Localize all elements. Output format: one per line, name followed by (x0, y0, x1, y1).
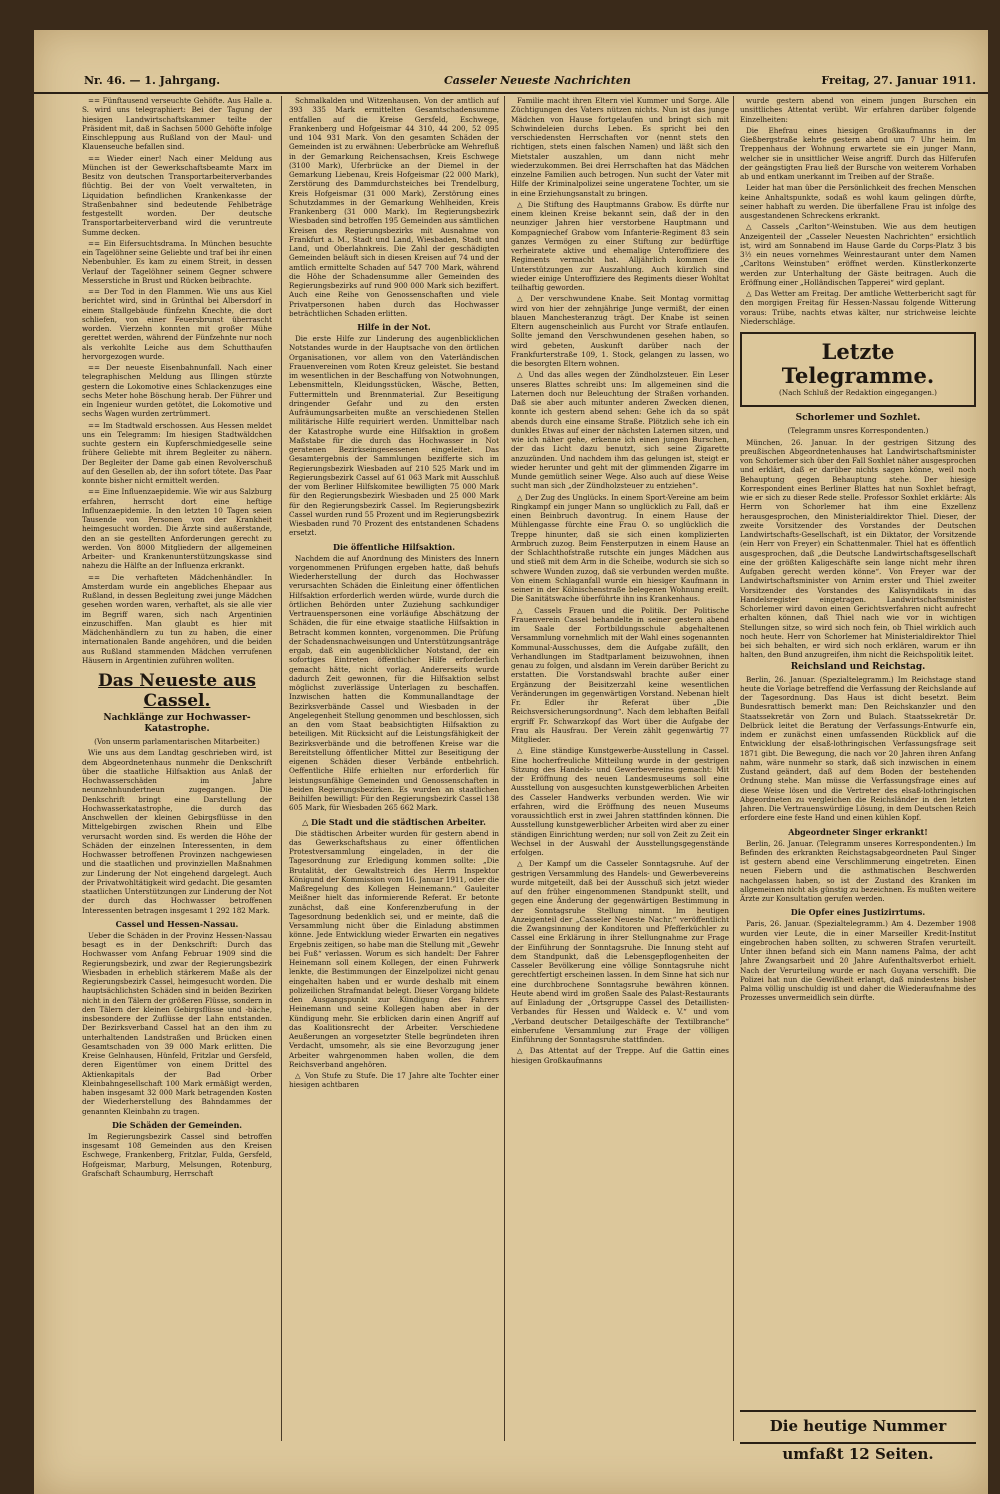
newspaper-page (34, 30, 988, 1494)
article: Berlin, 26. Januar. (Telegramm unseres Korrespondenten.) Im Befinden des erkrankten Reichstagsabgeordneten Paul Singer ist gestern abend eine Verschlimmerung eingetreten. Einen neuen Fiebern und die asthmatischen Beschwerden nachgelassen haben, so ist der Zustand des Kranken im allgemeinen nicht als günstig zu bezeichnen. Es mußten weitere Ärzte zur Konsultation gerufen werden. (740, 838, 976, 903)
article-heading: Hilfe in der Not. (357, 322, 431, 332)
column-rule (504, 96, 505, 1441)
article: Nachdem die auf Anordnung des Ministers des Innern vorgenommenen Prüfungen ergeben hatte, daß behufs Wiederherstellung der durch das Hochwasser verursachten Schäden die Einleitung einer öffentlichen Hilfsaktion erforderlich werden würde, wurde durch die örtlichen Behörden unter Zuziehung sachkundiger Vertrauenspersonen eine vorläufige Abschätzung der Schäden, die für eine etwaige staatliche Hilfsaktion in Betracht kommen konnten, vorgenommen. Die Prüfung der Schadensnachweisungen und Unterstützungsanträge ergab, daß ein augenblicklicher Notstand, der ein sofortiges Eintreten öffentlicher Hilfe erforderlich gemacht hätte, nicht vorlag. Andererseits wurde dadurch Zeit gewonnen, für die Hilfsaktion selbst möglichst zuverlässige Unterlagen zu beschaffen. Inzwischen hatten die Kommunallandtage der Bezirksverbände Cassel und Wiesbaden in der Angelegenheit Stellung genommen und beschlossen, sich an den vom Staat beabsichtigten Hilfsaktion zu beteiligen. Mit Rücksicht auf die Leistungsfähigkeit der Bezirksverbände und die betroffenen Kreise war die Bereitstellung öffentlicher Mittel zur Beseitigung der eigenen Schäden dieser Verbände entbehrlich. Oeffentliche Hilfe erhielten nur erforderlich für leistungsunfähige Gemeinden und Genossenschaften in beiden Regierungsbezirken. Es wurden an staatlichen Beihilfen bewilligt: Für den Regierungsbezirk Cassel 138 605 Mark, für Wiesbaden 265 662 Mark. (289, 553, 499, 813)
byline: (Telegramm unsres Korrespondenten.) (787, 426, 929, 436)
page-count-notice: Die heutige Nummer umfaßt 12 Seiten. (740, 1410, 976, 1444)
article: △ Cassels Frauen und die Politik. Der Politische Frauenverein Cassel behandelte in seiner gestern abend im Saale der Fortbildungsschule abgehaltenen Versammlung vornehmlich mit der Wahl eines sogenannten Kommunal-Ausschusses, dem die Aufgabe zufällt, den Verhandlungen im Stadtparlament beizuwohnen, ihnen genau zu folgen, und alsdann im Verein darüber Bericht zu erstatten. Die Vorstandswahl brachte außer einer Ergänzung der Beisitzerzahl keine wesentlichen Veränderungen im gegenwärtigen Vorstand. Nebenan hielt Fr. Edler ihr Referat über „Die Reichsversicherungsordnung“. Nach dem lebhaften Beifall ergriff Fr. Schwarzkopf das Wort über die Aufgabe der Frau als Hausfrau. Der Verein zählt gegenwärtig 77 Mitglieder. (511, 605, 729, 744)
article-heading: Reichsland und Reichstag. (790, 661, 926, 672)
article: Die erste Hilfe zur Linderung des augenblicklichen Notstandes wurde in der Hauptsache von den örtlichen Organisationen, vor allem von den Vaterländischen Frauenvereinen vom Roten Kreuz geleistet. Sie bestand im wesentlichen in der Beschaffung von Notwohnungen, Lebensmitteln, Kleidungsstücken, Wäsche, Betten, Futtermitteln und Brennmaterial. Zur Beseitigung dringender Gefahr und zu den ersten Aufräumungsarbeiten mußte an verschiedenen Stellen militärische Hilfe requiriert werden. Unmittelbar nach der Katastrophe wurde eine Hilfsaktion in großem Maßstabe für die durch das Hochwasser in Not geratenen Bezirkseingesessenen eingeleitet. Das Gesamtergebnis der Sammlungen bezifferte sich im Regierungsbezirk Wiesbaden auf 210 525 Mark und im Regierungsbezirk Cassel auf 61 063 Mark mit Ausschluß der vom Berliner Hilfskomitee bewilligten 75 000 Mark für den Regierungsbezirk Wiesbaden und 25 000 Mark für den Regierungsbezirk Cassel. Im Regierungsbezirk Cassel wurden rund 55 Prozent und im Regierungsbezirk Wiesbaden rund 70 Prozent des entstandenen Schadens ersetzt. (289, 334, 499, 538)
issue-date: Freitag, 27. Januar 1911. (821, 74, 976, 87)
article: Leider hat man über die Persönlichkeit des frechen Menschen keine Anhaltspunkte, sodaß es wohl kaum gelingen dürfte, seiner habhaft zu werden. Die überfallene Frau ist infolge des ausgestandenen Schreckens erkrankt. (740, 183, 976, 220)
article-heading: Cassel und Hessen-Nassau. (115, 918, 239, 929)
article: München, 26. Januar. In der gestrigen Sitzung des preußischen Abgeordnetenhauses hat Landwirtschaftsminister von Schorlemer sich über den Fall Soxhlet näher ausgesprochen und erklärt, daß er darüber nichts sagen könne, weil noch Behauptung gegen Behauptung stehe. Der hiesige Korrespondent eines Berliner Blattes hat nun Soxhlet befragt, wie er sich zu dieser Rede stelle. Professor Soxhlet erklärte: Als Herrn von Schorlemer hat ihm eine Exzellenz herausgesprochen, den Ministerialdirektor Thiel. Dieser, der zweite Vorsitzender des Vorstandes der Deutschen Landwirtschafts-Gesellschaft, ist ein Diktator, der Vorsitzende (ein Herr von Freyer) ein Schattenmaler. Thiel hat es öffentlich ausgesprochen, daß „die Deutsche Landwirtschaftsgesellschaft eine der größten Kaligeschäfte sein lange nicht mehr ihren Aufgaben gerecht werden könne“. Von Freyer war der Landwirtschaftsminister von Arnim erster und Thiel zweiter Vorsitzender des Vorstandes des Kalisyndikats in das Handelsregister eingetragen. Landwirtschaftsminister Schorlemer wird davon einen Gerichtsverfahren nicht aufrecht erhalten können, daß Thiel nach wie vor in wichtigen Stellungen sitze, so wird sich noch fein, ob Thiel wirklich auch noch heute. Herr von Schorlemer hat Ministerialdirektor Thiel bei sich behalten, er wird sich noch erklären, warum er ihn halten, den Bund anzugreifen, ihm nicht die Reichspolitik leitet. (740, 437, 976, 660)
article-heading: Die Opfer eines Justizirrtums. (790, 907, 926, 918)
article: Berlin, 26. Januar. (Spezialtelegramm.) Im Reichstage stand heute die Vorlage betreffend die Verfassung der Reichslande auf der Tagesordnung. Das Haus ist dicht besetzt. Beim Bundesrattisch bemerkt man: Den Reichskanzler und den Staatssekretär von Zorn und Bulach. Staatssekretär Dr. Delbrück leitet die Beratung der Verfassungs-Entwurfe ein, indem er zunächst einen umfassenden Rückblick auf die Entwicklung der elsaß-lothringischen Verfassungsfrage seit 1871 gibt. Die Bewegung, die nach vor 20 Jahren ihren Anfang nahm, wäre nunmehr so stark, daß sich inzwischen in einem Zustand geändert, daß auf dem Boden der bestehenden Ordnung stehe. Man müsse die Verfassungsfrage eines auf diese Weise lösen und die Vertreter des elsaß-lothringischen Abgeordneten zu vergleichen die Reichsländer in den letzten Jahren. Die Vertrauenswürdige Lösung, in dem Deutschen Reich erfordere eine feste Hand und einen kühlen Kopf. (740, 674, 976, 823)
article: == Der Tod in den Flammen. Wie uns aus Kiel berichtet wird, sind in Grünthal bei Albersdorf in einem Stallgebäude fünfzehn Knechte, die dort schliefen, von einer Feuersbrunst überrascht worden. Vierzehn konnten mit großer Mühe gerettet werden, während der Fünfzehnte nur noch als verkohlte Leiche aus dem Schutthaufen hervorgezogen wurde. (82, 287, 272, 361)
column-4 (740, 96, 976, 1456)
issue-number: Nr. 46. — 1. Jahrgang. (84, 74, 221, 87)
article: == Eine Influenzaepidemie. Wie wir aus Salzburg erfahren, herrscht dort eine heftige Influenzaepidemie. In den letzten 10 Tagen seien Tausende von Personen von der Krankheit heimgesucht worden. Die Ärzte sind außerstande, den an sie gestellten Anforderungen gerecht zu werden. Von 8000 Mitgliedern der allgemeinen Arbeiter- und Krankenunterstützungskasse sind nahezu die Hälfte an der Influenza erkrankt. (82, 487, 272, 571)
newspaper-title: Casseler Neueste Nachrichten (444, 74, 631, 87)
article: △ Die Stiftung des Hauptmanns Grabow. Es dürfte nur einem kleinen Kreise bekannt sein, daß der in den neunziger Jahren hier verstorbene Hauptmann und Kompagniechef Grabow vom Infanterie-Regiment 83 sein ganzes Vermögen zu einer Stiftung zur bedürftige verheiratete aktive und ehemalige Unteroffiziere des Regiments vermacht hat. Alljährlich kommen die Unterstützungen zur Auszahlung. Auch kürzlich sind wieder einige Unteroffiziere des Regiments dieser Wohltat teilhaftig geworden. (511, 199, 729, 292)
article: Paris, 26. Januar. (Spezialtelegramm.) Am 4. Dezember 1908 wurden vier Leute, die in einer Marseiller Kredit-Institut eingebrochen haben sollten, zu schweren Strafen verurteilt. Unter ihnen befand sich ein Mann namens Palma, der acht Jahre Zwangsarbeit und 20 Jahre Aufenthaltsverbot erhielt. Nach der Verurteilung wurde er nach Guyana verschifft. Die Polizei hat nun die Gewißheit erlangt, daß mindestens bisher Palma völlig unschuldig ist und daher die Wiederaufnahme des Prozesses unvermeidlich sein dürfte. (740, 919, 976, 1003)
article: △ Cassels „Carlton“-Weinstuben. Wie aus dem heutigen Anzeigenteil der „Casseler Neuesten Nachrichten“ ersichtlich ist, wird am Sonnabend im Hause Garde du Corps-Platz 3 bis 3½ ein neues vornehmes Weinrestaurant unter dem Namen „Carltons Weinstuben“ eröffnet werden. Künstlerkonzerte werden zur Unterhaltung der Gäste beitragen. Auch die Eröffnung einer „Holländischen Tapperei“ wird geplant. (740, 222, 976, 287)
article: △ Der verschwundene Knabe. Seit Montag vormittag wird von hier der zehnjährige Junge vermißt, der einen blauen Manchesteranzug trägt. Der Knabe ist seinen Eltern augenscheinlich aus Furcht vor Strafe entlaufen. Sollte jemand den Verschwundenen gesehen haben, so wird gebeten, Auskunft darüber nach der Frankfurterstraße 109, 1. Stock, gelangen zu lassen, wo die besorgten Eltern wohnen. (511, 294, 729, 368)
article: △ Das Wetter am Freitag. Der amtliche Wetterbericht sagt für den morgigen Freitag für Hessen-Nassau folgende Witterung voraus: Trübe, nachts etwas kälter, nur strichweise leichte Niederschläge. (740, 289, 976, 326)
telegram-subheading: (Nach Schluß der Redaktion eingegangen.) (779, 388, 937, 397)
column-1 (82, 96, 272, 1456)
article: Ueber die Schäden in der Provinz Hessen-Nassau besagt es in der Denkschrift: Durch das Hochwasser vom Anfang Februar 1909 sind die Regierungsbezirk, und zwar der Regierungsbezirk Wiesbaden in erheblich stärkerem Maße als der Regierungsbezirk Cassel, heimgesucht worden. Die hauptsächlichsten Schäden sind in beiden Bezirken nicht in den Tälern der größeren Flüsse, sondern in den Tälern der kleinen Gebirgsflüsse und -bäche, insbesondere der Zuflüsse der Lahn entstanden. Der Bezirksverband Cassel hat an den ihm zu unterhaltenden Landstraßen und Brücken einen Gesamtschaden von 39 000 Mark erlitten. Die Kreise Gelnhausen, Hünfeld, Fritzlar und Gersfeld, deren Eigentümer von einem Drittel des Aktienkapitals der Bad Orber Kleinbahngesellschaft 100 Mark ermäßigt werden, haben insgesamt 32 000 Mark betragenden Kosten der Wiederherstellung des Bahndammes der genannten Kleinbahn zu tragen. (82, 930, 272, 1116)
article: Die städtischen Arbeiter wurden für gestern abend in das Gewerkschaftshaus zu einer öffentlichen Protestversammlung eingeladen, in der die Tagesordnung zur Erledigung kommen sollte: „Die Brutalität, der Gewaltstreich des Herrn Inspektor Königund der Kommission vom 16. Januar 1911, oder die Maßregelung des Kollegen Heinemann.“ Gauleiter Meißner hielt das informierende Referat. Er betonte zunächst, daß eine Konferenzberufung in der Tagesordnung bedenklich sei, und er meinte, daß die Versammlung nicht über die Einladung abstimmen könne. Jede Entwicklung wieder Erwarten ein negatives Ergebnis zeitigen, so habe man die Stellung mit „Gewehr bei Fuß“ verlassen. Worum es sich handelt: Der Fahrer Heinemann soll einem Kollegen, der einen Fuhrwerk lenkte, die Bestimmungen der Einzelpolizei nicht genau eingehalten haben und er wurde deshalb mit einem polizeilichen Strafmandat belegt. Dieser Vorgang bildete den Ausgangspunkt zur Kündigung des Fahrers Heinemann und seine Kollegen haben aber in der Kündigung mehr. Sie erblicken darin einen Angriff auf das Koalitionsrecht der Arbeiter. Verschiedene Aeußerungen an vorgesetzter Stelle begründeten ihren Verdacht, umsomehr, als sie eine Bevorzugung jener Arbeiter wahrgenommen haben wollen, die dem Reichsverband angehören. (289, 828, 499, 1069)
article: == Ein Eifersuchtsdrama. In München besuchte ein Tagelöhner seine Geliebte und traf bei ihr einen Nebenbuhler. Es kam zu einem Streit, in dessen Verlauf der Tagelöhner seinem Gegner schwere Messerstiche in Brust und Rücken beibrachte. (82, 238, 272, 285)
article: Wie uns aus dem Landtag geschrieben wird, ist dem Abgeordnetenhaus nunmehr die Denkschrift über die staatliche Hilfsaktion aus Anlaß der Hochwasserschäden im Jahre neunzehnhundertneun zugegangen. Die Denkschrift bringt eine Darstellung der Hochwasserkatastrophe, die durch das Anschwellen der kleinen Gebirgsflüsse in den Mittelgebirgen zwischen Rhein und Elbe verursacht worden sind. Es werden die Höhe der Schäden der einzelnen Interessenten, in dem Hochwasser betroffenen Provinzen nachgewiesen und die staatlichen und provinziellen Maßnahmen zur Linderung der Not eingehend dargelegt. Auch der Privatwohltätigkeit wird gedacht. Die gesamten staatlichen Unterstützungen zur Linderung der Not der durch das Hochwasser betroffenen Interessenten betragen insgesamt 1 292 182 Mark. (82, 748, 272, 915)
article: == Wieder einer! Nach einer Meldung aus München ist der Gewerkschaftsbeamte Marx im Besitz von deutschen Transportarbeiterverbandes flüchtig. Bei der von Voelt verwalteten, in Liquidation befindlichen Krankenkasse der Straßenbahner sind bedeutende Fehlbeträge festgestellt worden. Der deutsche Transportarbeiterverband wird die veruntreute Summe decken. (82, 153, 272, 237)
article-heading: Die öffentliche Hilfsaktion. (333, 541, 455, 552)
article-heading: Schorlemer und Sozhlet. (795, 413, 921, 424)
article: == Fünftausend verseuchte Gehöfte. Aus Halle a. S. wird uns telegraphiert: Bei der Tagung der hiesigen Landwirtschaftskammer teilte der Präsident mit, daß in Sachsen 5000 Gehöfte infolge Einschleppung aus Rußland von der Maul- und Klauenseuche befallen sind. (82, 96, 272, 152)
article: == Im Stadtwald erschossen. Aus Hessen meldet uns ein Telegramm: Im hiesigen Stadtwäldchen suchte gestern ein Kupferschmiedgeselle seine frühere Geliebte mit ihrem Begleiter zu nähern. Der Begleiter der Dame gab einen Revolverschuß auf den Gesellen ab, der ihn sofort tötete. Das Paar konnte bisher nicht ermittelt werden. (82, 420, 272, 485)
article: == Die verhafteten Mädchenhändler. In Amsterdam wurde ein angebliches Ehepaar aus Rußland, in dessen Begleitung zwei junge Mädchen gesehen worden waren, verhaftet, als sie alle vier im Begriff waren, sich nach Argentinien einzuschiffen. Man glaubt es hier mit Mädchenhändlern zu tun zu haben, die einer internationalen Bande angehören, und die beiden aus Rußland stammenden Mädchen verrufenen Häusern in Argentinien zuführen wollten. (82, 572, 272, 665)
section-subheading: Nachklänge zur Hochwasser-Katastrophe. (103, 713, 251, 734)
article: △ Eine ständige Kunstgewerbe-Ausstellung in Cassel. Eine hocherfreuliche Mitteilung wurde in der gestrigen Sitzung des Handels- und Gewerbevereins gemacht: Mit der Eröffnung des neuen Landesmuseums soll eine Ausstellung von ausgesuchten kunstgewerblichen Arbeiten des Casseler Handwerks verbunden werden. Wie wir erfahren, wird die Eröffnung des neuen Museums voraussichtlich erst in zwei Jahren stattfinden können. Die Ausstellung kunstgewerblicher Arbeiten wird aber zu einer ständigen Einrichtung werden; nur soll von Zeit zu Zeit ein Wechsel in der Auswahl der Ausstellungsgegenstände erfolgen. (511, 746, 729, 857)
article: Familie macht ihren Eltern viel Kummer und Sorge. Alle Züchtigungen des Vaters nützen nichts. Nun ist das junge Mädchen von Hause fortgelaufen und bringt sich mit Schwindeleien durchs Leben. Es spricht bei den verschiedensten Herrschaften vor (nennt stets den richtigen, stets einen falschen Namen) und läßt sich den Mietstaler auszahlen, um dann nicht mehr wiederzukommen. Bei drei Herrschaften hat das Mädchen einzelne Familien auch betrogen. Nun sucht der Vater mit Hilfe der Kriminalpolizei seine ungeratene Tochter, um sie in eine Erziehungsanstalt zu bringen. (511, 96, 729, 198)
section-heading: Das Neueste aus Cassel. (98, 671, 256, 711)
article: == Der neueste Eisenbahnunfall. Nach einer telegraphischen Meldung aus Illingen stürzte gestern die Lokomotive eines Schlackenzuges eine sechs Meter hohe Böschung herab. Der Führer und ein Ingenieur wurden getötet, die Lokomotive und sechs Wagen wurden zertrümmert. (82, 363, 272, 419)
article-heading: Abgeordneter Singer erkrankt! (788, 826, 928, 837)
article: △ Das Attentat auf der Treppe. Auf die Gattin eines hiesigen Großkaufmanns (511, 1046, 729, 1065)
article: △ Von Stufe zu Stufe. Die 17 Jahre alte Tochter einer hiesigen achtbaren (289, 1071, 499, 1090)
article: wurde gestern abend von einem jungen Burschen ein unsittliches Attentat verübt. Wir erfahren darüber folgende Einzelheiten: (740, 96, 976, 124)
byline: (Von unserm parlamentarischen Mitarbeiter.) (94, 737, 260, 746)
article-heading: Die Schäden der Gemeinden. (111, 1119, 243, 1130)
column-rule (281, 96, 282, 1441)
telegram-section-header (740, 332, 976, 407)
article: Im Regierungsbezirk Cassel sind betroffen insgesamt 108 Gemeinden aus den Kreisen Eschwege, Frankenberg, Fritzlar, Fulda, Gersfeld, Hofgeismar, Marburg, Melsungen, Rotenburg, Grafschaft Schaumburg, Herrschaft (82, 1131, 272, 1178)
article: Die Ehefrau eines hiesigen Großkaufmanns in der Gießbergstraße kehrte gestern abend um 7 Uhr heim. Im Treppenhaus der Wohnung erwartete sie ein junger Mann, welcher sie in unsittlicher Weise angriff. Durch das Hilferufen der geängstigten Frau ließ der Bursche von weiterem Vorhaben ab und entkam unerkannt im Treiben auf der Straße. (740, 125, 976, 181)
masthead (34, 70, 988, 94)
column-3 (511, 96, 729, 1456)
article: Schmalkalden und Witzenhausen. Von der amtlich auf 393 335 Mark ermittelten Gesamtschadensumme entfallen auf die Kreise Gersfeld, Eschwege, Frankenberg und Hofgeismar 44 310, 44 200, 52 095 und 104 931 Mark. Von den gesamten Schäden der Gemeinden ist zu erwähnen: Ueberbrücke am Wehrefluß in der Gemarkung Reichensachsen, Kreis Eschwege (3100 Mark), Uferbrücke an der Diemel in der Gemarkung Liebenau, Kreis Hofgeismar (22 000 Mark), Zerstörung des Dammdurchsteiches bei Trendelburg, Kreis Hofgeismar (31 000 Mark), Zerstörung eines Schutzdammes in der Gemarkung Wehlheiden, Kreis Frankenberg (31 000 Mark). Im Regierungsbezirk Wiesbaden sind betroffen 195 Gemeinden aus sämtlichen Kreisen des Regierungsbezirks mit Ausnahme von Frankfurt a. M., Stadt und Land, Wiesbaden, Stadt und Land, und Oberlahnkreis. Die Zahl der geschädigten Gemeinden beläuft sich in diesen Kreisen auf 74 und der amtlich ermittelte Schaden auf 547 700 Mark, während die Höhe der Schadensumme aller Gemeinden des Regierungsbezirks auf rund 900 000 Mark sich beziffert. Auch eine Reihe von Genossenschaften und viele Privatpersonen haben durch das Hochwasser beträchtlichen Schaden erlitten. (289, 96, 499, 318)
telegram-heading: Letzte Telegramme. (781, 339, 935, 388)
article: △ Der Kampf um die Casseler Sonntagsruhe. Auf der gestrigen Versammlung des Handels- und Gewerbevereins wurde mitgeteilt, daß bei der Ausschuß sich jetzt wieder auf den früher eingenommenen Standpunkt stellt, und gegen eine Änderung der gegenwärtigen Bestimmung in der Sonntagsruhe Stellung nimmt. Im heutigen Anzeigenteil der „Casseler Neueste Nachr.“ veröffentlicht die Zwangsinnung der Konditoren und Pfefferküchler zu Cassel eine Erklärung in ihrer Stellungnahme zur Frage der Einführung der Sonntagsruhe. Die Innung steht auf dem Standpunkt, daß die Lebensgepflogenheiten der Casseler Bevölkerung eine völlige Sonntagsruhe nicht gerechtfertigt erscheinen lassen. In dem Sinne hat sich nur eine durchbrochene Sonntagsruhe bewähren können. Heute abend wird im großen Saale des Palast-Restaurants auf Einladung der „Ortsgruppe Cassel des Detaillisten-Verbandes für Hessen und Waldeck e. V.“ und vom „Verband deutscher Detailgeschäfte der Textilbranche“ einberufene Versammlung zur Frage der völligen Einführung der Sonntagsruhe stattfinden. (511, 859, 729, 1044)
column-2 (289, 96, 499, 1456)
column-rule (733, 96, 734, 1441)
article: △ Der Zug des Unglücks. In einem Sport-Vereine am beim Ringkampf ein junger Mann so unglücklich zu Fall, daß er einen Beinbruch davontrug. In einem Hause der Mühlengasse fürchte eine Frau O. so unglücklich die Treppe hinunter, daß sie sich einen komplizierten Armbruch zuzog. Beim Fensterputzen in einem Hause an der Schlachthofstraße rutschte ein junges Mädchen aus und stieß mit dem Arm in die Scheibe, wodurch sie sich so schwere Wunden zuzog, daß sie verbunden werden mußte. Von einem Schlaganfall wurde ein hiesiger Kaufmann in seiner in der Kölnischenstraße belegenen Wohnung ereilt. Die Sanitätswache überführte ihn ins Krankenhaus. (511, 492, 729, 604)
article-heading: △ Die Stadt und die städtischen Arbeiter. (302, 816, 486, 827)
article: △ Und das alles wegen der Zündholzsteuer. Ein Leser unseres Blattes schreibt uns: Im allgemeinen sind die Laternen doch nur Beleuchtung der Straßen vorhanden. Daß sie aber auch mitunter anderen Zwecken dienen, konnte ich gestern abend sehen: Gehe ich da so spät abends durch eine einsame Straße. Plötzlich sehe ich ein dunkles Etwas auf einer der nächsten Laternen sitzen, und wie ich näher gehe, erkenne ich einen jungen Burschen, der das Licht dazu benutzt, sich seine Zigarette anzuzünden. Und nachdem ihm das gelungen ist, steigt er wieder herunter und geht mit der glimmenden Zigarre im Munde gemütlich seiner Wege. Also auch auf diese Weise sucht man sich „der Zündholzsteuer zu entziehen“. (511, 370, 729, 491)
